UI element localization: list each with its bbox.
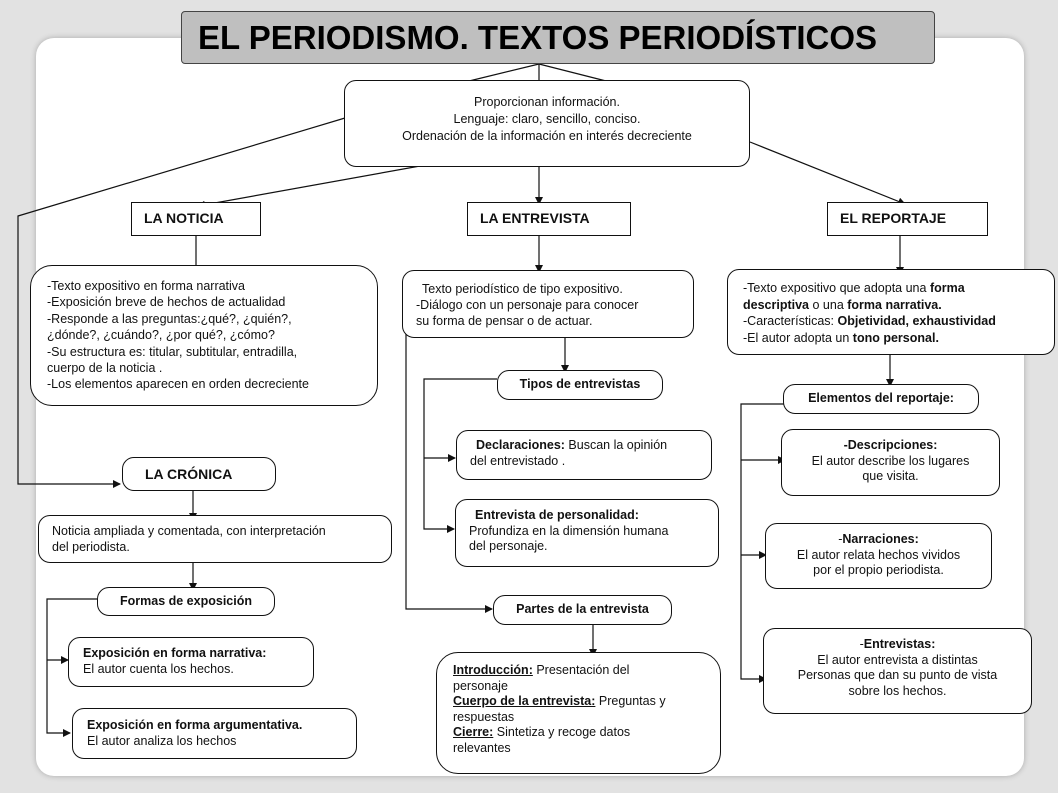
reportaje-text: -El autor adopta un <box>743 330 853 345</box>
introduccion-text-2: personaje <box>453 678 508 693</box>
narraciones-text-2: por el propio periodista. <box>813 563 944 577</box>
entrevistas-text-1: El autor entrevista a distintas <box>817 652 978 667</box>
narraciones-box <box>765 523 992 589</box>
reportaje-text: -Texto expositivo que adopta una <box>743 281 930 295</box>
personalidad-text-1: Profundiza en la dimensión humana <box>469 523 669 538</box>
narraciones-text-1: El autor relata hechos vividos <box>796 547 961 562</box>
tipos-entrevistas-label: Tipos de entrevistas <box>497 370 663 400</box>
cronica-line-2: del periodista. <box>52 539 130 554</box>
connector <box>198 166 420 206</box>
cuerpo-text-2: respuestas <box>453 709 515 724</box>
argumentativa-title: Exposición en forma argumentativa. <box>87 718 303 732</box>
formas-exposicion-label: Formas de exposición <box>97 587 275 616</box>
cronica-line-1: Noticia ampliada y comentada, con interpretación <box>52 524 326 538</box>
declaraciones-text-2: del entrevistado . <box>470 453 566 468</box>
personalidad-text-2: del personaje. <box>469 539 548 553</box>
entrevistas-prefix: - <box>859 637 864 651</box>
reportaje-heading: EL REPORTAJE <box>827 202 988 236</box>
noticia-heading: LA NOTICIA <box>131 202 261 236</box>
cronica-heading: LA CRÓNICA <box>122 457 276 491</box>
noticia-line: -Exposición breve de hechos de actualidad <box>47 295 286 310</box>
intro-box <box>344 80 750 167</box>
intro-line-2: Lenguaje: claro, sencillo, conciso. <box>453 112 641 126</box>
intro-line-1: Proporcionan información. <box>474 95 620 109</box>
reportaje-text: forma narrativa. <box>847 297 942 312</box>
entrevista-line-2: -Diálogo con un personaje para conocer <box>416 298 639 312</box>
noticia-line: ¿dónde?, ¿cuándo?, ¿por qué?, ¿cómo? <box>47 328 275 343</box>
noticia-line: cuerpo de la noticia . <box>47 361 163 376</box>
narrativa-title: Exposición en forma narrativa: <box>83 646 267 660</box>
narrativa-text: El autor cuenta los hechos. <box>83 661 234 676</box>
connector <box>750 142 905 204</box>
descripciones-title: -Descripciones: <box>843 438 938 452</box>
declaraciones-text-1: Buscan la opinión <box>564 438 668 452</box>
cierre-text-1: Sintetiza y recoge datos <box>493 725 631 740</box>
cronica-description <box>38 515 392 563</box>
reportaje-text: -Características: <box>743 314 838 328</box>
page-title: EL PERIODISMO. TEXTOS PERIODÍSTICOS <box>181 11 935 64</box>
personalidad-title: Entrevista de personalidad: <box>475 508 639 522</box>
reportaje-text: tono personal. <box>852 330 939 345</box>
descripciones-text-2: que visita. <box>862 469 919 483</box>
declaraciones-box <box>456 430 712 480</box>
entrevistas-text-2: Personas que dan su punto de vista <box>797 668 998 682</box>
reportaje-text: o una <box>809 297 848 312</box>
narraciones-title: Narraciones: <box>842 532 919 546</box>
cierre-title: Cierre: <box>453 725 494 740</box>
noticia-line: -Texto expositivo en forma narrativa <box>47 279 246 293</box>
cierre-text-2: relevantes <box>453 740 511 755</box>
noticia-line: -Los elementos aparecen en orden decreciente <box>47 377 309 392</box>
personalidad-box <box>455 499 719 567</box>
descripciones-text-1: El autor describe los lugares <box>811 453 970 468</box>
cuerpo-title: Cuerpo de la entrevista: <box>453 694 596 709</box>
partes-entrevista-label: Partes de la entrevista <box>493 595 672 625</box>
exposicion-narrativa-box <box>68 637 314 687</box>
argumentativa-text: El autor analiza los hechos <box>87 733 237 748</box>
entrevista-heading: LA ENTREVISTA <box>467 202 631 236</box>
partes-entrevista-box <box>436 652 721 774</box>
cuerpo-text-1: Preguntas y <box>595 694 666 709</box>
entrevista-line-1: Texto periodístico de tipo expositivo. <box>422 282 623 296</box>
reportaje-text: forma <box>929 281 965 295</box>
exposicion-argumentativa-box <box>72 708 357 759</box>
noticia-line: -Su estructura es: titular, subtitular, entradilla, <box>47 344 298 359</box>
descripciones-box <box>781 429 1000 496</box>
entrevistas-title: Entrevistas: <box>863 637 936 651</box>
declaraciones-title: Declaraciones: <box>476 438 565 452</box>
introduccion-text-1: Presentación del <box>532 663 630 677</box>
entrevista-line-3: su forma de pensar o de actuar. <box>416 314 593 328</box>
introduccion-title: Introducción: <box>453 663 533 677</box>
entrevistas-box <box>763 628 1032 714</box>
entrevista-description <box>402 270 694 338</box>
noticia-description <box>30 265 378 406</box>
reportaje-text: descriptiva <box>743 297 810 312</box>
entrevistas-text-3: sobre los hechos. <box>848 683 947 698</box>
reportaje-text: Objetividad, exhaustividad <box>837 314 996 328</box>
reportaje-description <box>727 269 1055 355</box>
intro-line-3: Ordenación de la información en interés decreciente <box>402 129 692 143</box>
noticia-line: -Responde a las preguntas:¿qué?, ¿quién?, <box>47 311 292 326</box>
elementos-reportaje-label: Elementos del reportaje: <box>783 384 979 414</box>
narraciones-prefix: - <box>838 532 843 546</box>
